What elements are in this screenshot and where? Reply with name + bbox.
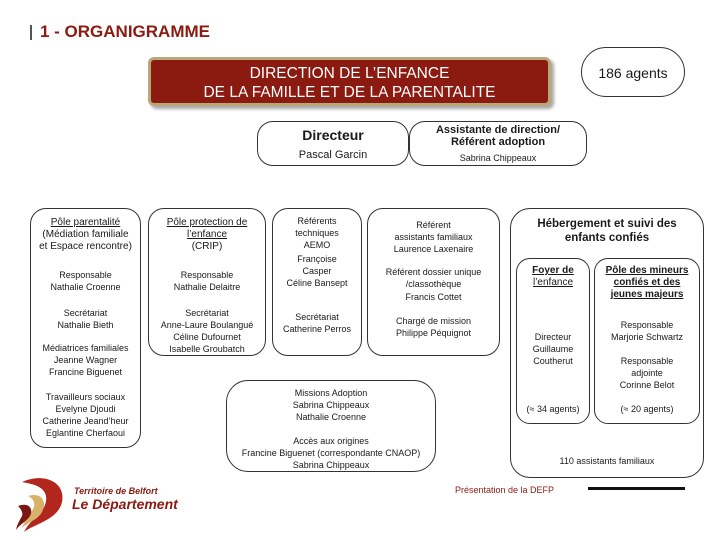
foyer-title-2: l’enfance bbox=[532, 277, 574, 288]
logo-emblem-icon bbox=[14, 472, 74, 536]
col2-sec-name-3: Isabelle Groubatch bbox=[169, 344, 245, 354]
col1-ts-name-2: Catherine Jeand’heur bbox=[42, 416, 129, 426]
agents-count-bubble: 186 agents bbox=[581, 47, 685, 97]
col4-ref-2: assistants familiaux bbox=[394, 232, 473, 242]
pole-parentalite-box bbox=[30, 208, 141, 448]
logo-line-2: Le Département bbox=[72, 496, 178, 512]
foyer-title-1: Foyer de bbox=[532, 265, 574, 276]
pole-protection-title-2: l’enfance bbox=[186, 229, 228, 240]
pole-mineurs-box bbox=[594, 258, 700, 424]
pole-protection-box bbox=[148, 208, 266, 356]
mineurs-title-1: Pôle des mineurs bbox=[605, 265, 689, 276]
col3-sec-name: Catherine Perros bbox=[282, 324, 352, 334]
mineurs-resp-name: Marjorie Schwartz bbox=[610, 332, 684, 342]
page-title-text: 1 - ORGANIGRAMME bbox=[40, 22, 210, 41]
col1-med-title: Médiatrices familiales bbox=[42, 343, 129, 353]
col2-resp-name: Nathalie Delaitre bbox=[173, 282, 241, 292]
acces-name-1: Francine Biguenet (correspondante CNAOP) bbox=[241, 448, 421, 458]
acces-name-2: Sabrina Chippeaux bbox=[292, 460, 370, 470]
foyer-enfance-box bbox=[516, 258, 590, 424]
col3-ref-line-2: techniques bbox=[295, 228, 339, 238]
col4-ref-1: Référent bbox=[416, 220, 451, 230]
footer-line bbox=[588, 487, 685, 490]
pole-protection-title-1: Pôle protection de bbox=[166, 217, 248, 228]
col1-med-name-2: Francine Biguenet bbox=[48, 367, 123, 377]
mineurs-adj-2: adjointe bbox=[631, 368, 663, 378]
referent-assistants-box bbox=[367, 208, 500, 356]
col3-ref-name-3: Céline Bansept bbox=[286, 278, 348, 288]
footer-text: Présentation de la DEFP bbox=[455, 485, 555, 495]
col4-doss-2: /classothèque bbox=[405, 279, 462, 289]
pole-parentalite-title: Pôle parentalité bbox=[50, 217, 121, 228]
assistants-familiaux-count: 110 assistants familiaux bbox=[559, 456, 655, 466]
col1-sec-name: Nathalie Bieth bbox=[57, 320, 114, 330]
mineurs-resp-title: Responsable bbox=[620, 320, 674, 330]
acces-title: Accès aux origines bbox=[293, 436, 369, 446]
col4-doss-name: Francis Cottet bbox=[405, 292, 462, 302]
col3-ref-name-1: Françoise bbox=[297, 254, 337, 264]
pole-parentalite-desc-2: et Espace rencontre) bbox=[39, 241, 132, 252]
mineurs-title-2: confiés et des bbox=[613, 277, 681, 288]
missions-title: Missions Adoption bbox=[294, 388, 368, 398]
col1-ts-title: Travailleurs sociaux bbox=[45, 392, 126, 402]
missions-name-1: Sabrina Chippeaux bbox=[292, 400, 370, 410]
col4-doss-1: Référent dossier unique bbox=[385, 267, 482, 277]
col2-resp-title: Responsable bbox=[180, 270, 234, 280]
directeur-box bbox=[257, 121, 409, 166]
missions-adoption-box bbox=[226, 380, 436, 472]
assistante-role-1: Assistante de direction/ bbox=[435, 124, 561, 136]
foyer-count: (≈ 34 agents) bbox=[526, 404, 580, 414]
col3-ref-line-1: Référents bbox=[297, 216, 337, 226]
col3-ref-name-2: Casper bbox=[302, 266, 332, 276]
mineurs-adj-1: Responsable bbox=[620, 356, 674, 366]
hebergement-title-2: enfants confiés bbox=[564, 232, 650, 244]
col1-med-name-1: Jeanne Wagner bbox=[53, 355, 118, 365]
foyer-dir-name-1: Guillaume bbox=[532, 344, 574, 354]
col1-resp-name: Nathalie Croenne bbox=[50, 282, 121, 292]
col2-sec-title: Secrétariat bbox=[185, 308, 229, 318]
col3-sec-title: Secrétariat bbox=[295, 312, 339, 322]
hebergement-title-1: Hébergement et suivi des bbox=[537, 218, 677, 230]
mineurs-title-3: jeunes majeurs bbox=[610, 289, 684, 300]
departement-logo bbox=[14, 472, 184, 536]
directeur-role: Directeur bbox=[302, 127, 364, 143]
pole-protection-crip: (CRIP) bbox=[191, 241, 223, 252]
col1-sec-title: Secrétariat bbox=[63, 308, 108, 318]
mineurs-count: (≈ 20 agents) bbox=[620, 404, 674, 414]
col1-ts-name-3: Eglantine Cherfaoui bbox=[45, 428, 126, 438]
foyer-dir-title: Directeur bbox=[534, 332, 572, 342]
direction-line-1: DIRECTION DE L’ENFANCE bbox=[249, 65, 450, 82]
col4-charge-title: Chargé de mission bbox=[395, 316, 472, 326]
referents-aemo-box bbox=[272, 208, 362, 356]
direction-line-2: DE LA FAMILLE ET DE LA PARENTALITE bbox=[203, 84, 496, 101]
assistante-role-2: Référent adoption bbox=[450, 136, 546, 148]
foyer-dir-name-2: Coutherut bbox=[533, 356, 573, 366]
col3-ref-line-3: AEMO bbox=[303, 240, 331, 250]
missions-name-2: Nathalie Croenne bbox=[295, 412, 367, 422]
logo-line-1: Territoire de Belfort bbox=[74, 486, 158, 496]
mineurs-adj-3: Corinne Belot bbox=[619, 380, 675, 390]
col1-resp-title: Responsable bbox=[59, 270, 112, 280]
pole-parentalite-desc-1: (Médiation familiale bbox=[42, 229, 129, 240]
col1-ts-name-1: Evelyne Djoudi bbox=[55, 404, 116, 414]
assistante-box bbox=[409, 121, 587, 166]
col2-sec-name-1: Anne-Laure Boulangué bbox=[160, 320, 254, 330]
col4-charge-name: Philippe Péquignot bbox=[395, 328, 472, 338]
directeur-name: Pascal Garcin bbox=[298, 149, 368, 161]
assistante-name: Sabrina Chippeaux bbox=[459, 153, 537, 163]
col2-sec-name-2: Céline Dufournet bbox=[173, 332, 241, 342]
col4-ref-name: Laurence Laxenaire bbox=[393, 244, 474, 254]
